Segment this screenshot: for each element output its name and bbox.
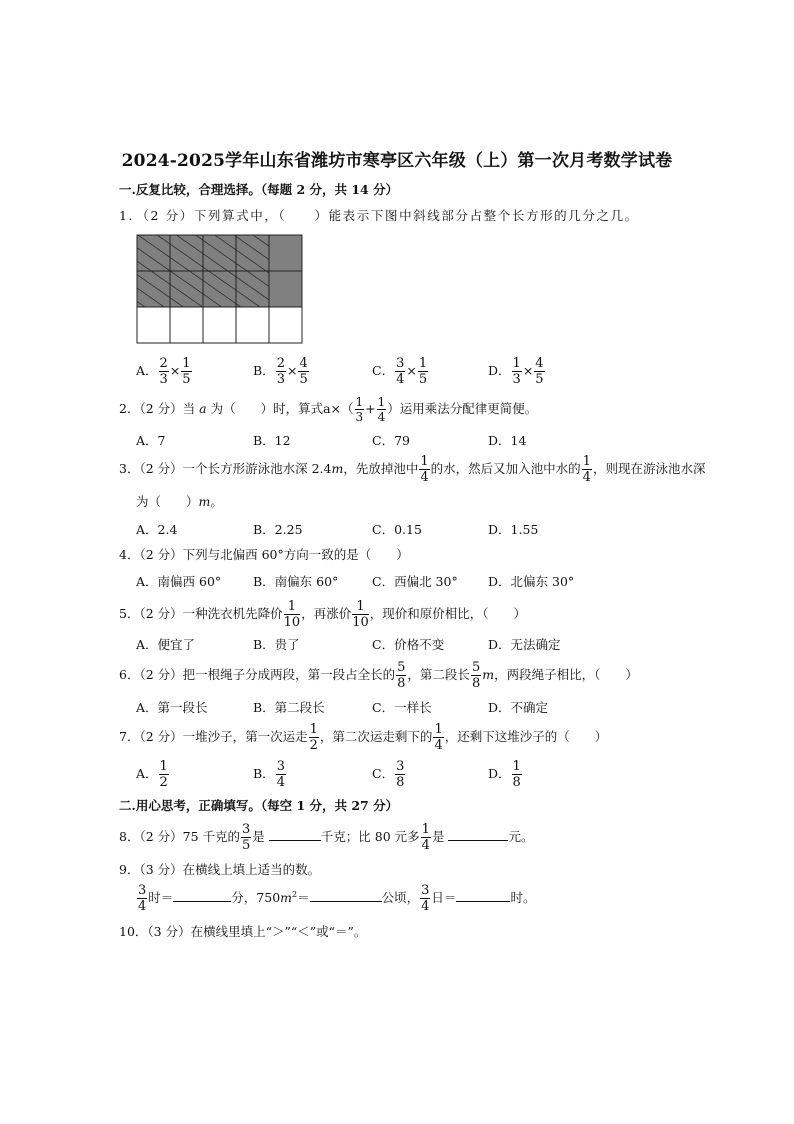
grid-cell-blank xyxy=(269,307,302,343)
grid-cell-hatched xyxy=(170,271,203,307)
q6-option-d[interactable]: D．不确定 xyxy=(488,700,549,715)
q3-option-a[interactable]: A．2.4 xyxy=(136,522,178,537)
question-9-blanks: $\frac{3}{4}$ 时＝ 分，$750m^2=$ 公顷， $\frac{3}{4}$ 日＝ 时。 xyxy=(138,883,536,914)
grid-cell-hatched xyxy=(203,271,236,307)
q1-option-a[interactable]: A． $\frac{2}{3}$ × $\frac{1}{5}$ xyxy=(136,356,191,387)
question-1 xyxy=(119,206,639,224)
question-9: 9．（3 分）在横线上填上适当的数。 xyxy=(119,862,321,877)
answer-blank[interactable] xyxy=(269,828,321,841)
q1-option-d[interactable]: D． $\frac{1}{3}$ × $\frac{4}{5}$ xyxy=(488,356,544,387)
q3-option-b[interactable]: B．2.25 xyxy=(253,522,303,537)
answer-blank[interactable] xyxy=(173,889,231,902)
q2-option-d[interactable]: D．14 xyxy=(488,433,527,448)
rectangle-grid-figure xyxy=(136,234,306,346)
grid-cell-shaded xyxy=(269,271,302,307)
q5-option-b[interactable]: B．贵了 xyxy=(253,637,300,652)
q4-option-d[interactable]: D．北偏东 30° xyxy=(488,574,575,589)
answer-blank[interactable] xyxy=(448,828,508,841)
question-5: 5．（2 分）一种洗衣机先降价 $\frac{1}{10}$ ，再涨价 $\frac{1}{10}$ ，现价和原价相比，（ ） xyxy=(119,599,527,630)
grid-cell-hatched xyxy=(236,235,269,271)
q7-option-b[interactable]: B． $\frac{3}{4}$ xyxy=(253,759,285,790)
question-10: 10．（3 分）在横线里填上“＞”“＜”或“＝”。 xyxy=(119,924,367,939)
grid-cell-hatched xyxy=(137,271,170,307)
grid-cell-blank xyxy=(170,307,203,343)
q2-option-b[interactable]: B．12 xyxy=(253,433,291,448)
question-3-line-2: 为（ ）m。 xyxy=(136,494,223,509)
answer-blank[interactable] xyxy=(456,889,510,902)
question-text: （2 分）下列算式中，（ ）能表示下图中斜线部分占整个长方形的几分之几。 xyxy=(142,208,639,223)
question-8: 8．（2 分）75 千克的 $\frac{3}{5}$ 是 千克；比 80 元多 $\frac{1}{4}$ 是 元。 xyxy=(119,822,534,853)
question-7: 7．（2 分）一堆沙子，第一次运走 $\frac{1}{2}$ ，第二次运走剩下的 $\frac{1}{4}$ ，还剩下这堆沙子的（ ） xyxy=(119,722,608,753)
section-2-heading: 二.用心思考，正确填写。（每空 1 分，共 27 分） xyxy=(119,798,399,813)
q1-option-b[interactable]: B． $\frac{2}{3}$ × $\frac{4}{5}$ xyxy=(253,356,308,387)
q4-option-a[interactable]: A．南偏西 60° xyxy=(136,574,222,589)
q2-option-a[interactable]: A．7 xyxy=(136,433,166,448)
grid-cell-hatched xyxy=(170,235,203,271)
q7-option-d[interactable]: D． $\frac{1}{8}$ xyxy=(488,759,521,790)
question-2: 2．（2 分）当 a 为（ ）时，算式a×（ $\frac{1}{3}$ + $\frac{1}{4}$ ）运用乘法分配律更简便。 xyxy=(119,395,538,424)
question-4: 4．（2 分）下列与北偏西 60°方向一致的是（ ） xyxy=(119,547,409,562)
q4-option-b[interactable]: B．南偏东 60° xyxy=(253,574,339,589)
q3-option-d[interactable]: D．1.55 xyxy=(488,522,539,537)
q5-option-d[interactable]: D．无法确定 xyxy=(488,637,561,652)
answer-blank[interactable] xyxy=(310,889,382,902)
section-1-heading: 一.反复比较，合理选择。（每题 2 分，共 14 分） xyxy=(119,182,399,197)
q4-option-c[interactable]: C．西偏北 30° xyxy=(372,574,458,589)
grid-cell-blank xyxy=(137,307,170,343)
q5-option-c[interactable]: C．价格不变 xyxy=(372,637,445,652)
q1-option-c[interactable]: C． $\frac{3}{4}$ × $\frac{1}{5}$ xyxy=(372,356,428,387)
q6-option-b[interactable]: B．第二段长 xyxy=(253,700,325,715)
q5-option-a[interactable]: A．便宜了 xyxy=(136,637,196,652)
question-3: 3．（2 分）一个长方形游泳池水深 2.4m，先放掉池中 $\frac{1}{4}$ 的水，然后又加入池中水的 $\frac{1}{4}$ ，则现在游泳池水深 xyxy=(119,454,706,485)
q7-option-c[interactable]: C． $\frac{3}{8}$ xyxy=(372,759,405,790)
page-title: 2024-2025学年山东省潍坊市寒亭区六年级（上）第一次月考数学试卷 xyxy=(121,151,673,171)
q6-option-a[interactable]: A．第一段长 xyxy=(136,700,208,715)
q7-option-a[interactable]: A． $\frac{1}{2}$ xyxy=(136,759,168,790)
q3-option-c[interactable]: C．0.15 xyxy=(372,522,422,537)
grid-cell-blank xyxy=(203,307,236,343)
grid-cell-shaded xyxy=(269,235,302,271)
grid-cell-hatched xyxy=(203,235,236,271)
grid-cell-blank xyxy=(236,307,269,343)
grid-cell-hatched xyxy=(236,271,269,307)
question-number: 1． xyxy=(119,208,143,223)
q2-option-c[interactable]: C．79 xyxy=(372,433,410,448)
question-6: 6．（2 分）把一根绳子分成两段，第一段占全长的 $\frac{5}{8}$ ，第二段长 $\frac{5}{8}$ m，两段绳子相比，（ ） xyxy=(119,660,638,691)
q6-option-c[interactable]: C．一样长 xyxy=(372,700,432,715)
grid-cell-hatched xyxy=(137,235,170,271)
